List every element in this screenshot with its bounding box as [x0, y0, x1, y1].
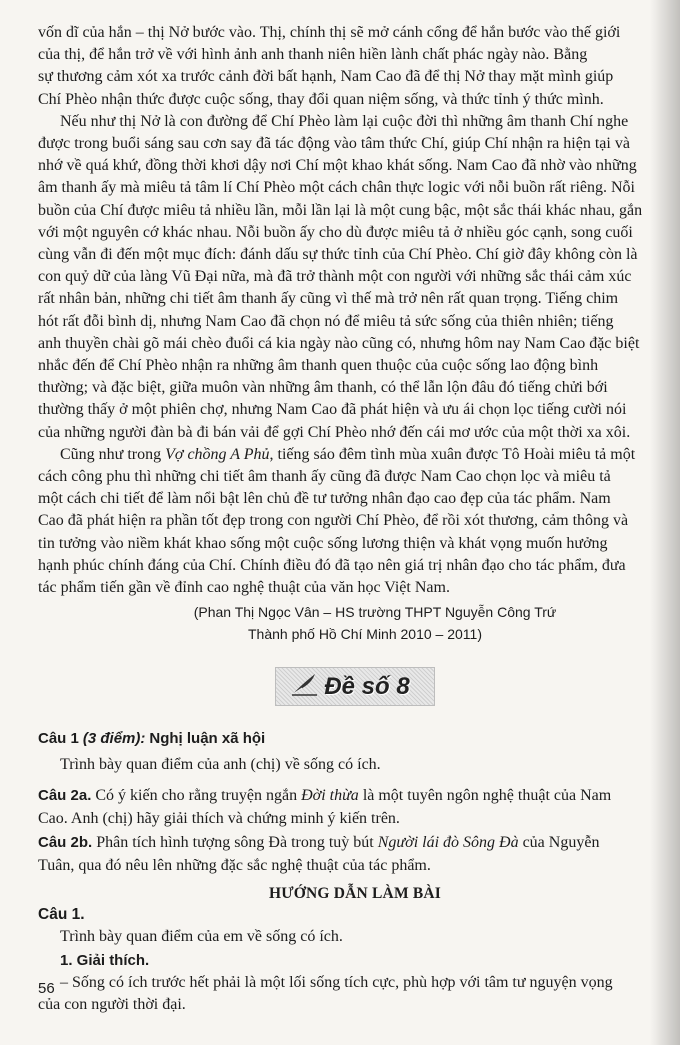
question-points: (3 điểm): [82, 730, 146, 748]
text-line: của con người thời đại. [38, 996, 186, 1014]
question-label: Câu 2a. [38, 787, 92, 805]
text-line: nhớ về quá khứ, đồng thời khơi dậy nơi Chí một khao khát sống. Nam Cao đã nhờ vào những [38, 157, 637, 175]
text-line: Cao. Anh (chị) hãy giải thích và chứng minh ý kiến trên. [38, 809, 400, 827]
text-line [38, 728, 672, 751]
banner-title: Đề số 8 [324, 672, 410, 700]
text-line: Nếu như thị Nở là con đường để Chí Phèo làm lại cuộc đời thì những âm thanh Chí nghe [60, 112, 629, 130]
text-line: Cao đã phát hiện ra phần tốt đẹp trong con người Chí Phèo, để rồi xót thương, cảm thông và [38, 512, 629, 530]
question-topic: Nghị luận xã hội [149, 730, 266, 748]
work-title: Vợ chồng A Phủ [165, 445, 270, 463]
answer-subheading: 1. Giải thích. [60, 951, 150, 969]
text-span: , tiếng sáo đêm tình mùa xuân được Tô Hoài miêu tả một [269, 445, 636, 463]
paragraph-2 [38, 111, 672, 444]
text-line [38, 444, 672, 466]
text-line: âm thanh ấy mà miêu tả tâm lí Chí Phèo một cách chân thực logic với nỗi buồn rất riêng. Nỗi [38, 179, 635, 197]
text-line: anh thuyền chài gõ mái chèo đuổi cá kia ngày nào cũng có, nhưng hôm nay Nam Cao đặc biệt [38, 334, 640, 352]
text-line: một cách chi tiết để làm nổi bật lên chủ đề tư tưởng nhân đạo cao đẹp của tác phẩm. Nam [38, 490, 611, 508]
text-line: con quỷ dữ của làng Vũ Đại nữa, mà đã trở thành một con người với những sắc thái cảm xúc [38, 268, 632, 286]
quill-pen-icon [290, 672, 318, 701]
text-line: thường thấy ở một phiên chợ, nhưng Nam Cao đã phát hiện và ưu ái chọn lọc tiếng cười nói [38, 401, 627, 419]
text-span: Phân tích hình tượng sông Đà trong tuỳ bút [92, 834, 378, 852]
question-1 [38, 728, 672, 776]
paragraph-3 [38, 444, 672, 599]
question-2a [38, 785, 672, 830]
text-line: buồn của Chí được miêu tả nhiều lần, mỗi lần lại là một cung bậc, một sắc thái khác nhau, gắn [38, 201, 643, 219]
question-label: Câu 2b. [38, 834, 93, 852]
text-line: của những người đàn bà đi bán vải để gợi Chí Phèo nhớ đến cái mơ ước của một thời xa xôi. [38, 423, 631, 441]
text-line: hạnh phúc chính đáng của Chí. Chính điều đó đã tạo nên giá trị nhân đạo cho tác phẩm, đưa [38, 556, 626, 574]
guide-heading: HƯỚNG DẪN LÀM BÀI [268, 885, 442, 903]
text-line: Trình bày quan điểm của anh (chị) về sống có ích. [60, 755, 381, 773]
text-line: rất nhân bản, những chi tiết âm thanh ấy cũng vì thế mà trở nên rất quan trọng. Tiếng chim [38, 290, 619, 308]
source-citation [38, 601, 672, 645]
work-title: Đời thừa [301, 787, 359, 805]
answer-bullet [38, 972, 672, 1017]
answer-intro [38, 926, 672, 949]
page-number: 56 [38, 980, 55, 997]
source-line-1: (Phan Thị Ngọc Vân – HS trường THPT Nguyễn Công Trứ [193, 604, 557, 621]
paragraph-1 [38, 22, 672, 111]
section-banner [38, 667, 672, 706]
text-span: là một tuyên ngôn nghệ thuật của Nam [358, 787, 612, 805]
answer-cau1-heading: Câu 1. [38, 906, 85, 924]
text-line: tác phẩm tiến gần về đỉnh cao nghệ thuật của văn học Việt Nam. [38, 579, 450, 597]
text-line: với một nguyên cớ khác nhau. Nỗi buồn ấy cho dù được miêu tả ở nhiều góc cạnh, song cuối [38, 223, 633, 241]
text-span: Cũng như trong [60, 445, 166, 463]
text-line: cách công phu thì những chi tiết âm thanh ấy cũng đã được Nam Cao chọn lọc và miêu tả [38, 468, 611, 486]
text-line: cùng vẫn đi đến một mục đích: đánh dấu sự thức tỉnh của Chí Phèo. Chí giờ đây không còn là [38, 246, 638, 264]
text-line: của thị, để hắn trở về với hình ảnh anh thanh niên hiền lành chất phác ngày nào. Bằng [38, 46, 588, 64]
text-line [38, 785, 672, 808]
text-line: hót rất đỗi bình dị, nhưng Nam Cao đã chọn nó để miêu tả sức sống của thiên nhiên; tiếng [38, 312, 614, 330]
text-line: được trong buổi sáng sau cơn say đã tác động vào tâm thức Chí, giúp Chí nhận ra hiện tại và [38, 135, 630, 153]
book-page [38, 22, 672, 1017]
text-line: Trình bày quan điểm của em về sống có ích. [60, 928, 343, 946]
text-line: thường; và đặc biệt, giữa muôn vàn những âm thanh, có thể lẫn lộn đâu đó tiếng chửi bới [38, 379, 608, 397]
work-title: Người lái đò Sông Đà [377, 834, 519, 852]
banner-box [275, 667, 434, 706]
text-line [38, 832, 672, 855]
text-line: vốn dĩ của hắn – thị Nở bước vào. Thị, chính thị sẽ mở cánh cổng để hắn bước vào thế giới [38, 24, 621, 41]
text-line: nhắc đến để Chí Phèo nhận ra những âm thanh quen thuộc của cuộc sống lao động bình [38, 357, 599, 375]
question-2b [38, 832, 672, 877]
text-span: Có ý kiến cho rằng truyện ngắn [91, 787, 302, 805]
text-span: của Nguyễn [518, 834, 600, 852]
page-edge-shadow [650, 0, 680, 1045]
source-line-2: Thành phố Hồ Chí Minh 2010 – 2011) [247, 626, 482, 643]
text-line: – Sống có ích trước hết phải là một lối sống tích cực, phù hợp với tâm tư nguyện vọng [60, 973, 613, 991]
text-line: tin tưởng vào niềm khát khao sống một cuộc sống lương thiện và khát vọng muốn hưởng [38, 534, 608, 552]
text-line: Chí Phèo nhận thức được cuộc sống, thay đổi quan niệm sống, và thức tỉnh ý thức mình. [38, 90, 604, 108]
question-label: Câu 1 [38, 730, 79, 748]
text-line: Tuân, qua đó nêu lên những đặc sắc nghệ thuật của tác phẩm. [38, 856, 431, 874]
text-line: sự thương cảm xót xa trước cảnh đời bất hạnh, Nam Cao đã để thị Nở thay mặt mình giúp [38, 68, 614, 86]
